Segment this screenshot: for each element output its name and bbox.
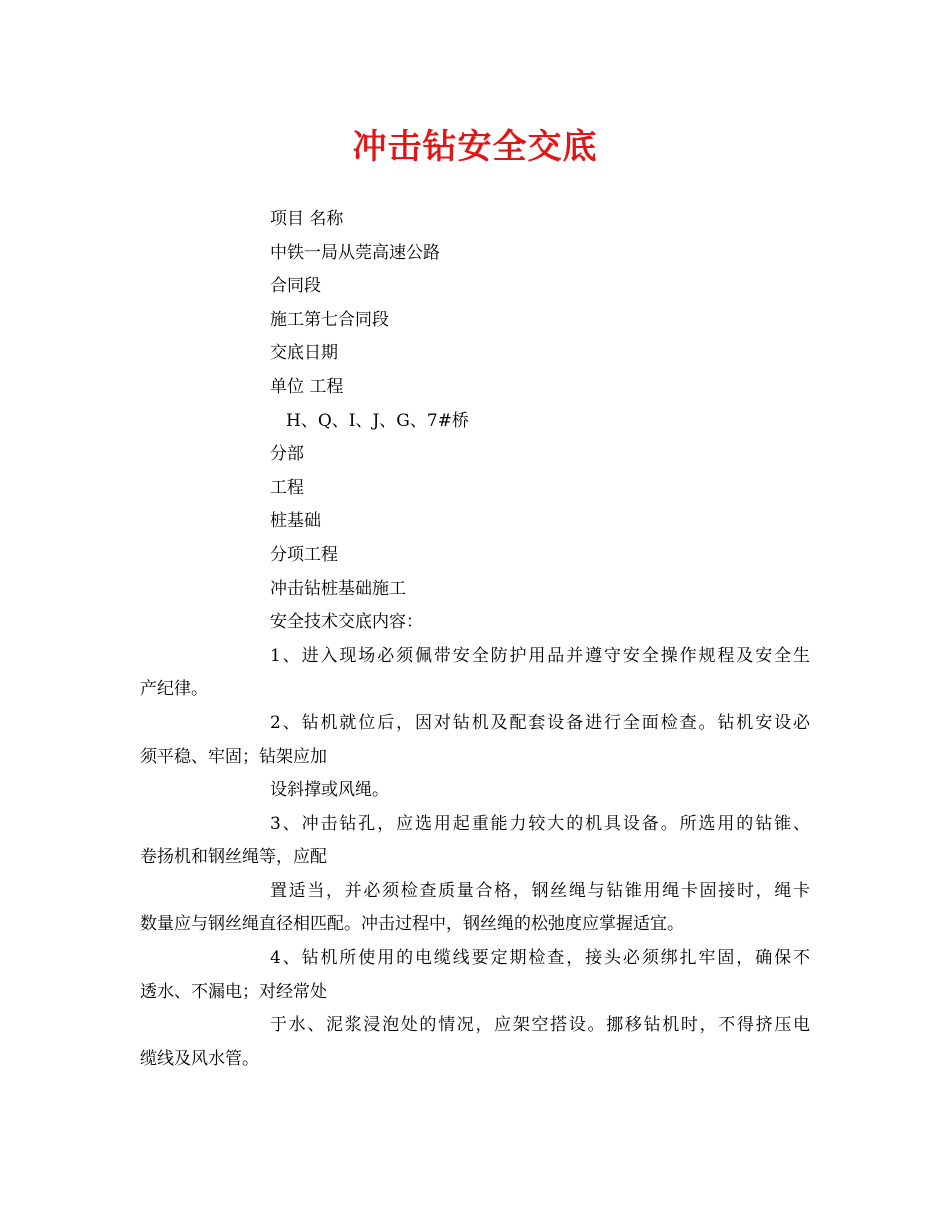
text-line: 4、钻机所使用的电缆线要定期检查，接头必须绑扎牢固，确保不 — [270, 948, 810, 969]
text-line: 透水、不漏电；对经常处 — [140, 981, 327, 1002]
text-line: 中铁一局从莞高速公路 — [270, 242, 440, 263]
text-line: 工程 — [270, 477, 304, 498]
text-line: 产纪律。 — [140, 679, 208, 700]
text-line: 施工第七合同段 — [270, 309, 389, 330]
text-line: H、Q、I、J、G、7#桥 — [286, 410, 469, 431]
text-line: 分项工程 — [270, 544, 338, 565]
text-line: 交底日期 — [270, 343, 338, 364]
text-line: 1、进入现场必须佩带安全防护用品并遵守安全操作规程及安全生 — [270, 645, 810, 666]
text-line: 冲击钻桩基础施工 — [270, 578, 406, 599]
text-line: 3、冲击钻孔，应选用起重能力较大的机具设备。所选用的钻锥、 — [270, 813, 810, 834]
text-line: 卷扬机和钢丝绳等，应配 — [140, 847, 327, 868]
text-line: 桩基础 — [270, 511, 321, 532]
document-title: 冲击钻安全交底 — [352, 127, 598, 167]
text-line: 于水、泥浆浸泡处的情况，应架空搭设。挪移钻机时，不得挤压电 — [270, 1015, 810, 1036]
text-line: 单位 工程 — [270, 376, 344, 397]
text-line: 须平稳、牢固；钻架应加 — [140, 746, 327, 767]
text-line: 置适当，并必须检查质量合格，钢丝绳与钻锥用绳卡固接时，绳卡 — [270, 880, 810, 901]
document-body — [140, 203, 810, 1076]
text-line: 2、钻机就位后，因对钻机及配套设备进行全面检查。钻机安设必 — [270, 712, 810, 733]
text-line: 设斜撑或风绳。 — [270, 780, 389, 801]
text-line: 项目 名称 — [270, 209, 344, 229]
text-line: 缆线及风水管。 — [140, 1048, 259, 1069]
text-line: 安全技术交底内容： — [270, 612, 423, 633]
text-line: 数量应与钢丝绳直径相匹配。冲击过程中，钢丝绳的松弛度应掌握适宜。 — [140, 914, 684, 935]
text-line: 分部 — [270, 444, 304, 465]
text-line: 合同段 — [270, 276, 321, 297]
